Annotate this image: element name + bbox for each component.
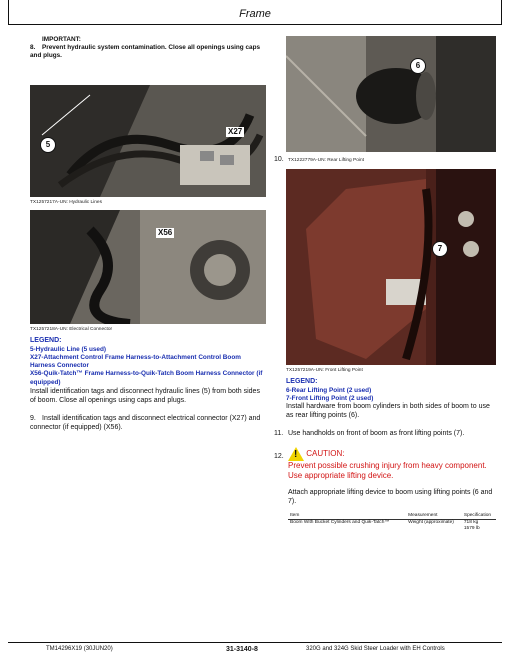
caption-electrical-connector: TX1257218A-UN: Electrical Connector	[30, 326, 113, 332]
step-9	[30, 415, 266, 433]
legend-title-left: LEGEND:	[30, 336, 62, 344]
spec-table	[288, 513, 496, 532]
left-column	[30, 36, 266, 433]
callout-5: 5	[40, 137, 56, 153]
photo-rear-lifting-point	[286, 36, 496, 152]
caption-rear-lifting-point: TX1222779A-UN: Rear Lifting Point	[288, 158, 364, 163]
photo-front-lifting-point-art	[286, 169, 496, 365]
spec-header-measurement: Measurement	[406, 513, 462, 520]
legend-item-x56: X56-Quik-Tatch™ Frame Harness-to-Quik-Tatch Boom Harness Connector (if equipped)	[30, 370, 263, 386]
step-11	[274, 430, 496, 439]
spec-item: Boom With Bucket Cylinders and Quik-Tatch™	[290, 520, 390, 526]
legend-item-x27: X27-Attachment Control Frame Harness-to-Attachment Control Boom Harness Connector	[30, 353, 241, 370]
spec-value-lb: 1579 lb	[463, 526, 480, 532]
footer-page-number: 31-3140-8	[226, 646, 258, 653]
callout-7: 7	[432, 241, 448, 257]
photo-hydraulic-lines-art	[30, 85, 266, 197]
warning-icon	[288, 447, 304, 461]
legend-title-right: LEGEND:	[286, 378, 318, 386]
spec-table-wrapper	[288, 513, 496, 532]
step-12-number: 12.	[274, 453, 284, 461]
right-legend	[286, 378, 496, 421]
footer-product: 320G and 324G Skid Steer Loader with EH Controls	[306, 646, 445, 652]
label-x56: X56	[158, 227, 173, 237]
header-rule	[8, 24, 502, 25]
step-8-number: 8.	[30, 44, 36, 52]
spec-header-item: Item	[288, 513, 406, 520]
spec-table-header-row	[288, 513, 496, 520]
photo-electrical-connector-art	[30, 210, 266, 324]
caption-front-lifting-point: TX1257219A-UN: Front Lifting Point	[286, 367, 363, 373]
caption-hydraulic-lines: TX1257217A-UN: Hydraulic Lines	[30, 199, 102, 205]
callout-6: 6	[410, 58, 426, 74]
label-x27: X27	[228, 126, 243, 136]
caution-block	[288, 447, 496, 481]
legend-item-7: 7-Front Lifting Point (2 used)	[286, 395, 374, 403]
step-8-follow-text: Install identification tags and disconnect hydraulic lines (5) from both sides of boom. Close all openings using caps and plugs.	[30, 387, 260, 404]
step-10-number: 10.	[274, 156, 284, 163]
important-label: IMPORTANT:	[42, 36, 81, 43]
caution-text: Prevent possible crushing injury from heavy component. Use appropriate lifting device.	[288, 461, 487, 481]
caution-label: CAUTION:	[306, 449, 345, 459]
photo-hydraulic-lines	[30, 85, 266, 197]
right-column	[274, 36, 496, 533]
photo-front-lifting-point	[286, 169, 496, 365]
legend-item-5: 5-Hydraulic Line (5 used)	[30, 345, 106, 353]
photo-rear-lifting-point-art	[286, 36, 496, 152]
step-9-number: 9.	[30, 414, 36, 422]
step-11-text: Use handholds on front of boom as front lifting points (7).	[288, 430, 465, 438]
spec-value-kg: 718 kg	[463, 520, 479, 526]
footer-doc-id: TM14296X19 (30JUN20)	[46, 646, 113, 652]
step-9-text: Install identification tags and disconnect electrical connector (X27) and connector (if equipped) (X56).	[30, 414, 261, 431]
step-11-number: 11.	[274, 430, 284, 438]
footer-rule	[8, 642, 502, 643]
step-12	[274, 447, 496, 481]
step-8-text: Prevent hydraulic system contamination. Close all openings using caps and plugs.	[30, 44, 261, 60]
spec-measurement: Weight (approximate)	[408, 520, 454, 526]
caution-header	[288, 447, 496, 461]
spec-table-row	[288, 520, 496, 533]
attach-text: Attach appropriate lifting device to boom using lifting points (6 and 7).	[288, 489, 493, 506]
spec-header-specification: Specification	[462, 513, 496, 520]
photo-electrical-connector	[30, 210, 266, 324]
spec-values	[462, 520, 496, 533]
step-10-text: Install hardware from boom cylinders in both sides of boom to use as rear lifting points (6).	[286, 403, 490, 420]
legend-item-6: 6-Rear Lifting Point (2 used)	[286, 387, 372, 395]
section-title: Frame	[239, 8, 271, 20]
step-10-caption-row	[274, 156, 496, 165]
step-8	[30, 44, 266, 60]
